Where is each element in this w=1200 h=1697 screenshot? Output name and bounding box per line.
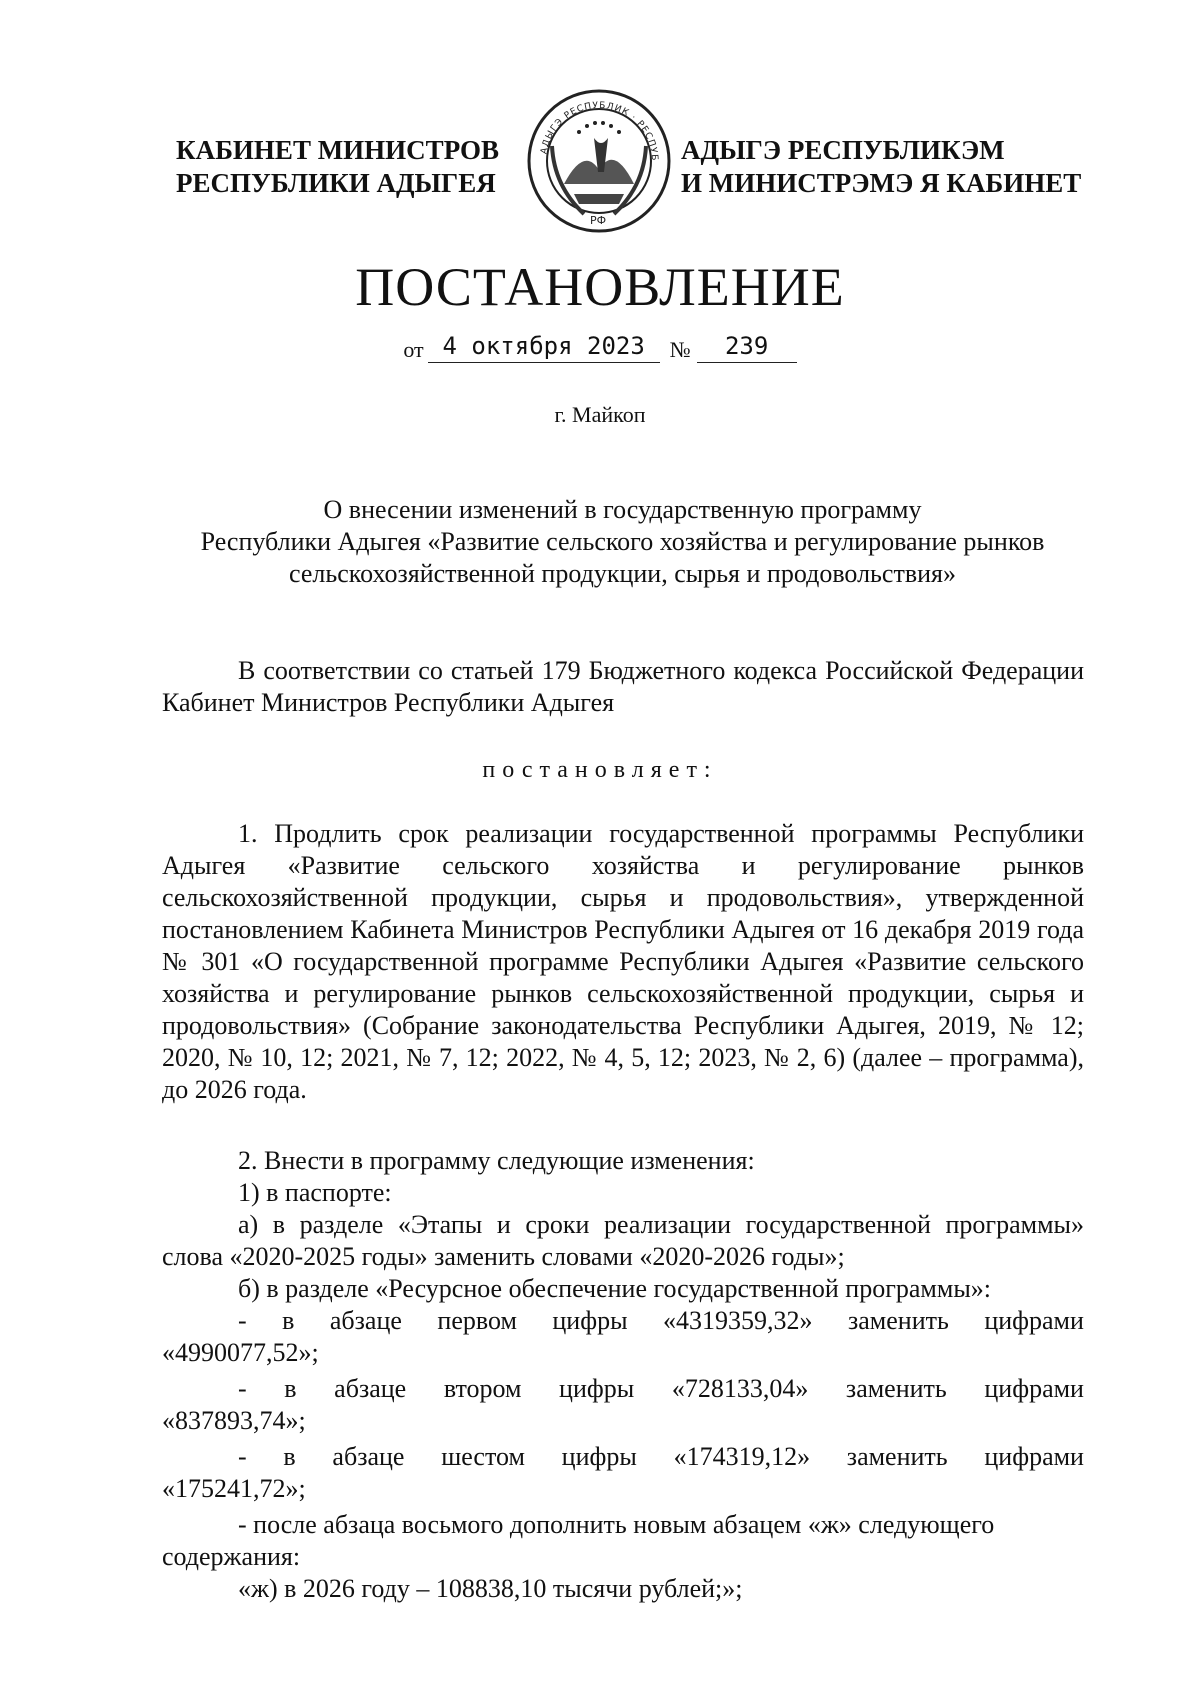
item-1-paragraph: 1. Продлить срок реализации государственной программы Республики Адыгея «Развитие сельского хозяйства и регулирование рынков сельскохозяйственной продукции, сырья и продовольствия», утвержденной постановлением Кабинета Министров Республики Адыгея от 16 декабря 2019 года № 301 «О государственной программе Республики Адыгея «Развитие сельского хозяйства и регулирование рынков сельскохозяйственной продукции, сырья и продовольствия» (Собрание законодательства Республики Адыгея, 2019, № 12; 2020, № 10, 12; 2021, № 7, 12; 2022, № 4, 5, 12; 2023, № 2, 6) (далее – программа), до 2026 года. — [162, 819, 1084, 1104]
word: цифры — [559, 1374, 635, 1403]
item-2-section — [162, 1145, 1084, 1605]
date-number-line — [0, 332, 1200, 363]
city-name: г. Майкоп — [554, 402, 646, 427]
dash-line-1 — [162, 1305, 1084, 1337]
word: - — [238, 1442, 247, 1471]
word: «728133,04» — [671, 1374, 809, 1403]
word: абзаце — [329, 1306, 402, 1335]
decree-word: постановляет: — [482, 757, 718, 783]
dash-line-4: - после абзаца восьмого дополнить новым абзацем «ж» следующего — [238, 1510, 995, 1539]
issuer-russian-line1: КАБИНЕТ МИНИСТРОВ — [176, 135, 500, 165]
document-number: 239 — [697, 332, 797, 363]
word: «174319,12» — [673, 1442, 811, 1471]
svg-text:РФ: РФ — [590, 214, 607, 227]
issuer-adyghe — [681, 134, 1081, 200]
dash-line-4-tail: содержания: — [162, 1542, 301, 1571]
word: в — [282, 1306, 295, 1335]
word: - — [238, 1306, 247, 1335]
subject-line: Республики Адыгея «Развитие сельского хозяйства и регулирование рынков — [200, 527, 1045, 556]
dash-line-3-tail: «175241,72»; — [162, 1474, 306, 1503]
item-2-sub-b: б) в разделе «Ресурсное обеспечение государственной программы»: — [238, 1274, 992, 1303]
word: «4319359,32» — [663, 1306, 813, 1335]
subject-line: О внесении изменений в государственную программу — [323, 495, 922, 524]
subject-line: сельскохозяйственной продукции, сырья и продовольствия» — [289, 559, 956, 588]
word: в — [284, 1374, 297, 1403]
word: заменить — [845, 1374, 947, 1403]
item-2-intro: 2. Внести в программу следующие изменения: — [238, 1146, 755, 1175]
svg-text:АДЫГЭ РЕСПУБЛИК · РЕСПУБЛИКА А: АДЫГЭ РЕСПУБЛИК · РЕСПУБ — [539, 100, 660, 162]
issuer-russian-line2: РЕСПУБЛИКИ АДЫГЕЯ — [176, 168, 496, 198]
document-type-title: ПОСТАНОВЛЕНИЕ — [355, 257, 845, 317]
quoted-addition: «ж) в 2026 году – 108838,10 тысячи рублей;»; — [238, 1574, 743, 1603]
item-2-sub-a: а) в разделе «Этапы и сроки реализации государственной программы» слова «2020-2025 годы» заменить словами «2020-2026 годы»; — [162, 1210, 1084, 1271]
word: в — [283, 1442, 296, 1471]
item-2-sub1: 1) в паспорте: — [238, 1178, 392, 1207]
number-label: № — [669, 337, 691, 362]
word: цифры — [552, 1306, 628, 1335]
document-date: 4 октября 2023 — [428, 332, 660, 363]
issuer-adyghe-line2: И МИНИСТРЭМЭ Я КАБИНЕТ — [681, 168, 1082, 198]
word: абзаце — [332, 1442, 405, 1471]
word: цифрами — [984, 1374, 1084, 1403]
preamble-paragraph: В соответствии со статьей 179 Бюджетного кодекса Российской Федерации Кабинет Министров Республики Адыгея — [162, 656, 1084, 717]
issuer-russian — [176, 134, 499, 200]
word: абзаце — [334, 1374, 407, 1403]
date-label: от — [403, 337, 424, 362]
word: заменить — [846, 1442, 948, 1471]
dash-line-2-tail: «837893,74»; — [162, 1406, 306, 1435]
word: цифрами — [984, 1306, 1084, 1335]
dash-line-2 — [162, 1373, 1084, 1405]
word: втором — [443, 1374, 522, 1403]
word: шестом — [441, 1442, 525, 1471]
dash-line-1-tail: «4990077,52»; — [162, 1338, 319, 1367]
word: первом — [437, 1306, 517, 1335]
coat-of-arms-icon — [524, 86, 674, 236]
document-subject — [160, 494, 1085, 590]
word: цифры — [561, 1442, 637, 1471]
word: заменить — [847, 1306, 949, 1335]
coat-of-arms-emblem — [524, 86, 674, 236]
dash-line-3 — [162, 1441, 1084, 1473]
word: цифрами — [984, 1442, 1084, 1471]
word: - — [238, 1374, 247, 1403]
issuer-adyghe-line1: АДЫГЭ РЕСПУБЛИКЭМ — [681, 135, 1005, 165]
